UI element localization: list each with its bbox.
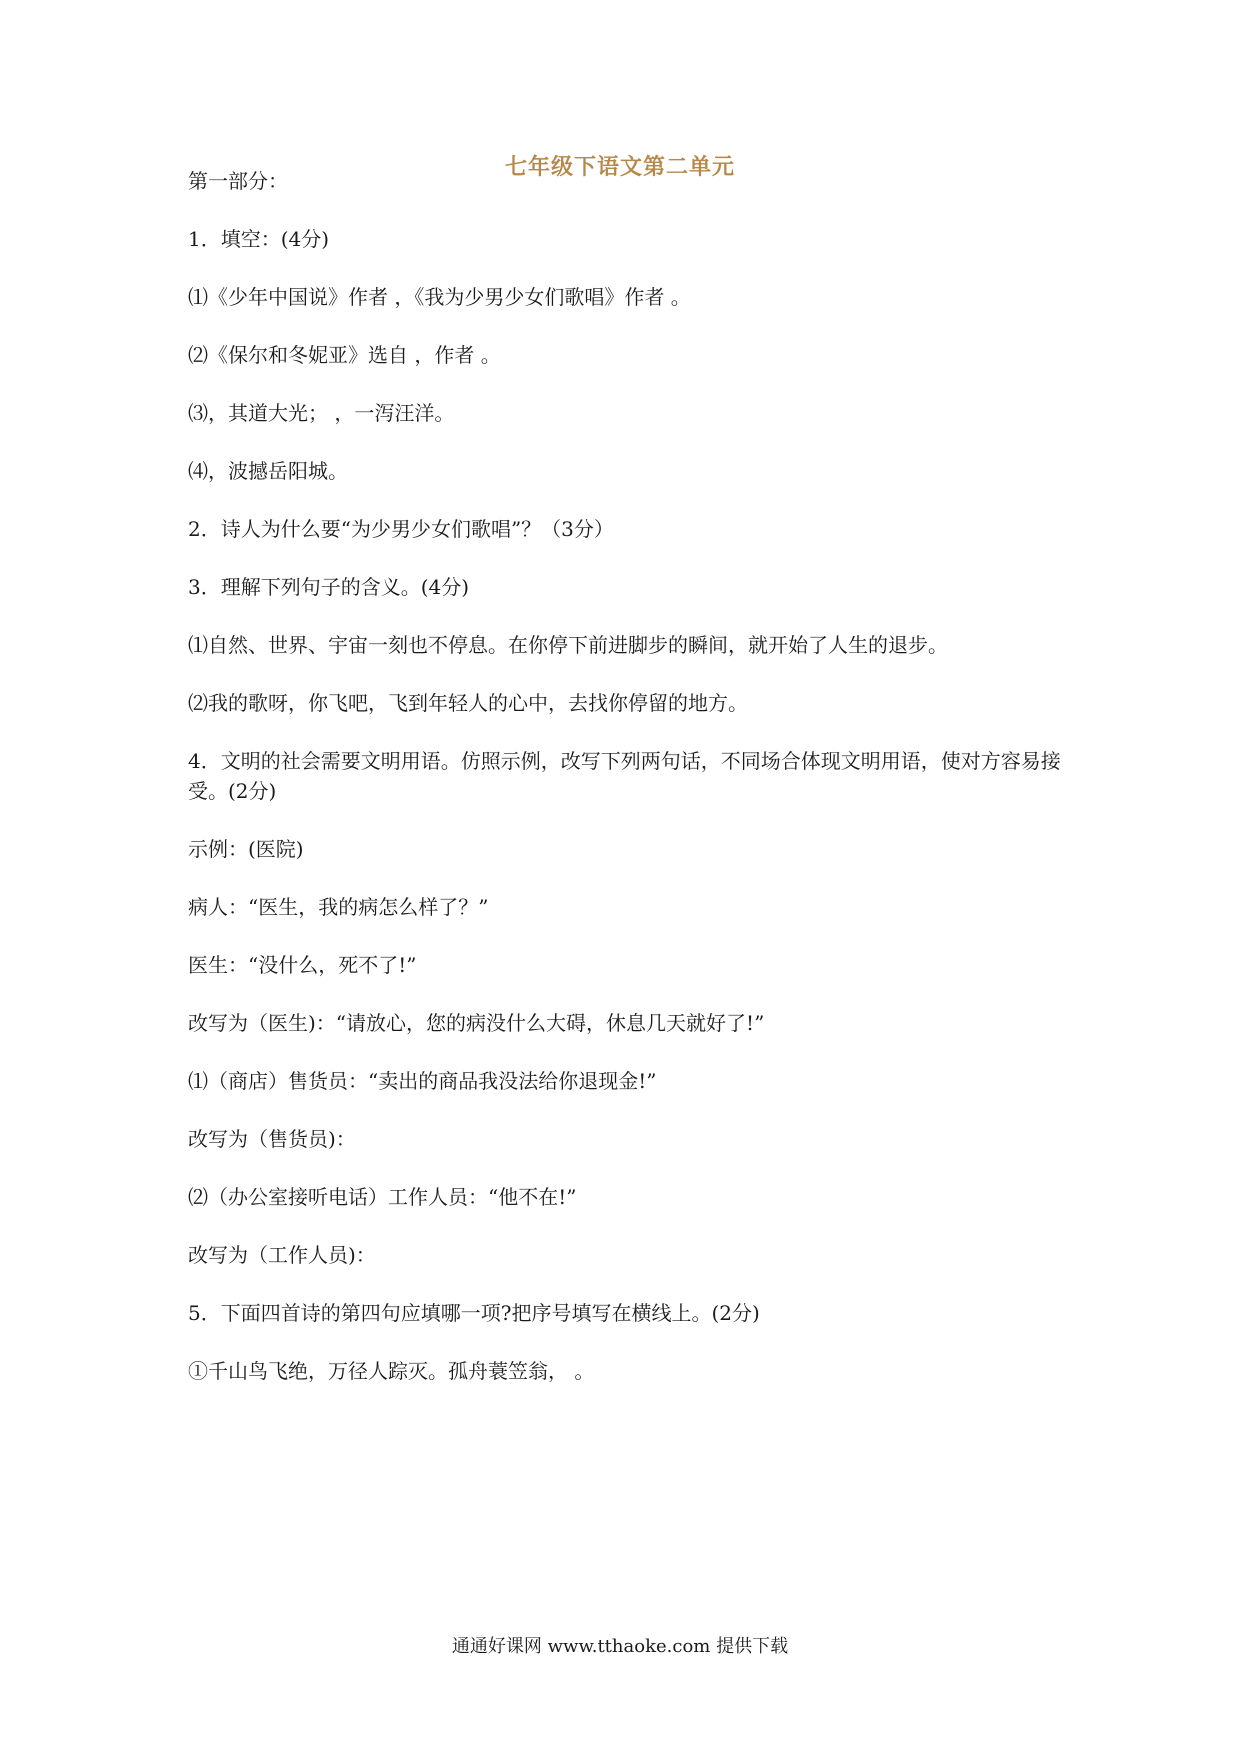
question-5: 5．下面四首诗的第四句应填哪一项?把序号填写在横线上。(2分) bbox=[188, 1301, 760, 1325]
question-4-item-1-rewrite: 改写为（售货员)： bbox=[188, 1127, 356, 1151]
document-title: 七年级下语文第二单元 bbox=[504, 154, 735, 180]
example-label: 示例：(医院) bbox=[188, 837, 304, 861]
question-1: 1．填空：(4分) bbox=[188, 227, 330, 251]
question-4-item-2-rewrite: 改写为（工作人员)： bbox=[188, 1243, 376, 1267]
page-footer: 通通好课网 www.tthaoke.com 提供下载 bbox=[451, 1636, 789, 1657]
question-2: 2．诗人为什么要“为少男少女们歌唱”？（3分） bbox=[188, 517, 614, 541]
question-5-item-1: ①千山鸟飞绝，万径人踪灭。孤舟蓑笠翁， 。 bbox=[188, 1359, 595, 1383]
question-4: 4．文明的社会需要文明用语。仿照示例，改写下列两句话，不同场合体现文明用语，使对方容易接受。(2分) bbox=[188, 749, 1061, 803]
section-heading: 第一部分： bbox=[188, 169, 288, 193]
example-doctor: 医生：“没什么，死不了!” bbox=[188, 953, 417, 977]
question-1-item-3: ⑶，其道大光； ，一泻汪洋。 bbox=[188, 401, 455, 425]
example-rewrite: 改写为（医生)：“请放心，您的病没什么大碍，休息几天就好了!” bbox=[188, 1011, 765, 1035]
question-3: 3．理解下列句子的含义。(4分) bbox=[188, 575, 470, 599]
question-4-item-1: ⑴（商店）售货员：“卖出的商品我没法给你退现金!” bbox=[188, 1069, 657, 1093]
question-1-item-1: ⑴《少年中国说》作者 ，《我为少男少女们歌唱》作者 。 bbox=[188, 285, 691, 309]
example-patient: 病人：“医生，我的病怎么样了？” bbox=[188, 895, 489, 919]
question-3-item-2: ⑵我的歌呀，你飞吧，飞到年轻人的心中，去找你停留的地方。 bbox=[188, 691, 748, 715]
question-3-item-1: ⑴自然、世界、宇宙一刻也不停息。在你停下前进脚步的瞬间，就开始了人生的退步。 bbox=[188, 633, 948, 657]
question-1-item-4: ⑷，波撼岳阳城。 bbox=[188, 459, 348, 483]
question-1-item-2: ⑵《保尔和冬妮亚》选自 ，作者 。 bbox=[188, 343, 501, 367]
question-4-item-2: ⑵（办公室接听电话）工作人员：“他不在!” bbox=[188, 1185, 577, 1209]
